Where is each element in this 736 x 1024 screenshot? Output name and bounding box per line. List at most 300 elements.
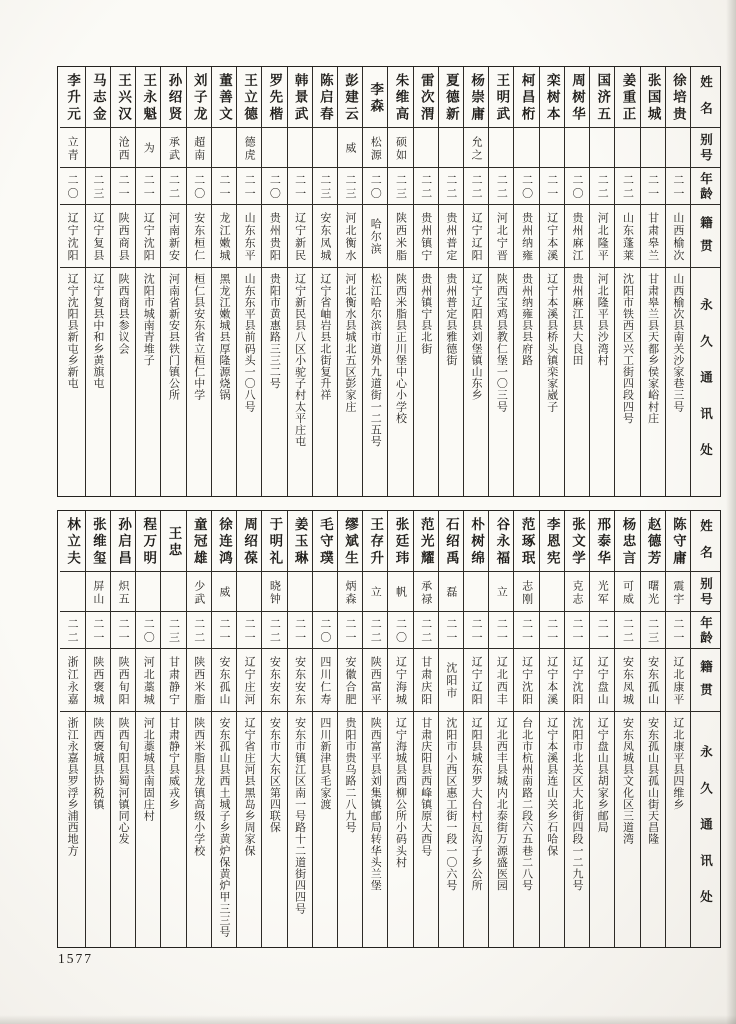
person-column bbox=[614, 67, 639, 496]
person-column bbox=[539, 511, 564, 947]
person-address: 安东孤山县孤山街天昌隆 bbox=[646, 717, 659, 845]
person-age: 二二 bbox=[464, 168, 488, 205]
person-name: 石绍禹 bbox=[439, 511, 463, 572]
person-age: 二〇 bbox=[60, 168, 85, 205]
person-name: 李森 bbox=[363, 67, 387, 128]
person-name: 周树华 bbox=[565, 67, 589, 128]
person-address: 河北隆平县沙湾村 bbox=[596, 273, 609, 366]
person-alias: 可威 bbox=[615, 572, 639, 612]
person-address: 桓仁县安东省立桓仁中学 bbox=[192, 273, 205, 401]
person-address: 沈阳市小西区惠工街一段一〇六号 bbox=[444, 717, 457, 891]
person-column bbox=[60, 67, 85, 496]
person-age: 二一 bbox=[338, 612, 362, 649]
person-age: 二二 bbox=[363, 612, 387, 649]
person-column bbox=[513, 511, 538, 947]
person-name: 陈启春 bbox=[313, 67, 337, 128]
person-alias bbox=[565, 128, 589, 168]
person-native-place: 辽宁沈阳 bbox=[514, 649, 538, 712]
person-alias: 立 bbox=[363, 572, 387, 612]
person-column bbox=[640, 511, 665, 947]
person-address: 沈阳市城南青堆子 bbox=[142, 273, 155, 366]
person-column bbox=[438, 511, 463, 947]
person-column bbox=[665, 67, 690, 496]
person-alias bbox=[540, 128, 564, 168]
person-address: 河北衡水县城北五区彭家庄 bbox=[344, 273, 357, 413]
person-address: 甘肃静宁县威戎乡 bbox=[167, 717, 180, 810]
person-alias: 磊 bbox=[439, 572, 463, 612]
header-native-label: 籍贯 bbox=[691, 649, 720, 712]
person-native-place: 辽宁沈阳 bbox=[565, 649, 589, 712]
person-age: 二一 bbox=[641, 168, 665, 205]
header-alias-label: 别号 bbox=[691, 128, 720, 168]
person-name: 雷次渭 bbox=[414, 67, 438, 128]
person-name: 王立德 bbox=[237, 67, 261, 128]
person-name: 张廷玮 bbox=[388, 511, 412, 572]
person-native-place: 河北衡水 bbox=[338, 205, 362, 268]
person-column bbox=[85, 67, 110, 496]
person-native-place: 山东东平 bbox=[237, 205, 261, 268]
person-column bbox=[110, 511, 135, 947]
person-native-place: 贵州纳雍 bbox=[514, 205, 538, 268]
person-age: 二三 bbox=[161, 612, 185, 649]
person-column bbox=[513, 67, 538, 496]
person-alias: 光军 bbox=[590, 572, 614, 612]
person-age: 二一 bbox=[439, 612, 463, 649]
person-name: 董善文 bbox=[212, 67, 236, 128]
person-alias: 帆 bbox=[388, 572, 412, 612]
header-name-label: 姓名 bbox=[691, 67, 720, 128]
person-address: 辽宁盘山县胡家乡邮局 bbox=[596, 717, 609, 833]
person-alias: 为 bbox=[136, 128, 160, 168]
person-name: 张维玺 bbox=[86, 511, 110, 572]
person-column bbox=[640, 67, 665, 496]
person-age: 二二 bbox=[439, 168, 463, 205]
person-native-place: 山东蓬莱 bbox=[615, 205, 639, 268]
person-column bbox=[614, 511, 639, 947]
person-column bbox=[236, 67, 261, 496]
person-column bbox=[665, 511, 690, 947]
person-column bbox=[488, 511, 513, 947]
person-name: 韩景武 bbox=[288, 67, 312, 128]
person-native-place: 辽宁本溪 bbox=[540, 205, 564, 268]
person-address: 辽宁本溪县桥头镇栾家崴子 bbox=[545, 273, 558, 413]
person-alias bbox=[313, 128, 337, 168]
person-native-place: 贵州贵阳 bbox=[262, 205, 286, 268]
person-alias bbox=[313, 572, 337, 612]
person-age: 二〇 bbox=[363, 168, 387, 205]
person-age: 二〇 bbox=[388, 612, 412, 649]
person-column bbox=[362, 67, 387, 496]
person-column bbox=[211, 67, 236, 496]
person-name: 范琢珉 bbox=[514, 511, 538, 572]
person-native-place: 龙江嫩城 bbox=[212, 205, 236, 268]
person-column bbox=[564, 67, 589, 496]
roster-table-top bbox=[57, 66, 721, 497]
person-address: 陕西褒城县协税镇 bbox=[91, 717, 104, 810]
person-native-place: 辽北西丰 bbox=[489, 649, 513, 712]
roster-table-bottom bbox=[57, 510, 721, 948]
person-alias: 克志 bbox=[565, 572, 589, 612]
person-age: 二一 bbox=[464, 612, 488, 649]
person-alias bbox=[615, 128, 639, 168]
person-alias: 允之 bbox=[464, 128, 488, 168]
person-address: 辽宁本溪县连山关乡石哈保 bbox=[545, 717, 558, 857]
person-column bbox=[110, 67, 135, 496]
person-native-place: 河北藁城 bbox=[136, 649, 160, 712]
person-column bbox=[135, 67, 160, 496]
person-native-place: 辽宁本溪 bbox=[540, 649, 564, 712]
person-native-place: 安东安东 bbox=[288, 649, 312, 712]
person-column bbox=[135, 511, 160, 947]
person-native-place: 陕西富平 bbox=[363, 649, 387, 712]
person-name: 王存升 bbox=[363, 511, 387, 572]
person-age: 二一 bbox=[237, 168, 261, 205]
person-name: 彭建云 bbox=[338, 67, 362, 128]
person-address: 河南省新安县铁门镇公所 bbox=[167, 273, 180, 401]
person-native-place: 河北宁晋 bbox=[489, 205, 513, 268]
person-native-place: 陕西褒城 bbox=[86, 649, 110, 712]
person-native-place: 陕西米脂 bbox=[388, 205, 412, 268]
person-column bbox=[463, 67, 488, 496]
person-address: 辽北康平县四维乡 bbox=[671, 717, 684, 810]
person-age: 二一 bbox=[590, 612, 614, 649]
person-native-place: 辽宁新民 bbox=[288, 205, 312, 268]
person-address: 辽宁海城县西柳公所小码头村 bbox=[394, 717, 407, 868]
header-column bbox=[690, 67, 720, 496]
person-column bbox=[539, 67, 564, 496]
person-age: 二〇 bbox=[136, 612, 160, 649]
person-name: 马志金 bbox=[86, 67, 110, 128]
person-native-place: 辽宁沈阳 bbox=[60, 205, 85, 268]
person-column bbox=[337, 511, 362, 947]
person-name: 范光耀 bbox=[414, 511, 438, 572]
person-address: 陕西宝鸡县教仁堡一〇三号 bbox=[495, 273, 508, 413]
person-age: 二二 bbox=[60, 612, 85, 649]
person-column bbox=[463, 511, 488, 947]
person-age: 二一 bbox=[288, 168, 312, 205]
person-name: 王兴汉 bbox=[111, 67, 135, 128]
person-address: 安东凤城县文化区三道湾 bbox=[621, 717, 634, 845]
person-age: 二〇 bbox=[313, 612, 337, 649]
person-name: 柯昌桁 bbox=[514, 67, 538, 128]
person-column bbox=[186, 511, 211, 947]
person-native-place: 甘肃静宁 bbox=[161, 649, 185, 712]
person-alias: 松源 bbox=[363, 128, 387, 168]
person-address: 贵州普定县雅德街 bbox=[444, 273, 457, 366]
person-column bbox=[160, 67, 185, 496]
person-age: 二一 bbox=[111, 168, 135, 205]
person-name: 姜玉琳 bbox=[288, 511, 312, 572]
person-age: 二二 bbox=[187, 612, 211, 649]
person-alias bbox=[136, 572, 160, 612]
header-age-label: 年龄 bbox=[691, 168, 720, 205]
person-column bbox=[488, 67, 513, 496]
person-name: 程万明 bbox=[136, 511, 160, 572]
header-native-label: 籍贯 bbox=[691, 205, 720, 268]
person-name: 国济五 bbox=[590, 67, 614, 128]
person-alias bbox=[489, 128, 513, 168]
person-column bbox=[60, 511, 85, 947]
person-age: 二一 bbox=[540, 168, 564, 205]
person-name: 陈守庸 bbox=[666, 511, 690, 572]
person-alias bbox=[288, 128, 312, 168]
person-address: 松江哈尔滨市道外九道街一二五号 bbox=[369, 273, 382, 447]
person-native-place: 哈尔滨 bbox=[363, 205, 387, 268]
person-alias: 沧西 bbox=[111, 128, 135, 168]
person-address: 四川新津县毛家渡 bbox=[318, 717, 331, 810]
person-name: 罗先楷 bbox=[262, 67, 286, 128]
person-alias: 晓钟 bbox=[262, 572, 286, 612]
person-name: 徐连鸿 bbox=[212, 511, 236, 572]
person-name: 王永魁 bbox=[136, 67, 160, 128]
person-alias bbox=[439, 128, 463, 168]
person-native-place: 辽宁辽阳 bbox=[464, 205, 488, 268]
person-address: 辽宁辽阳县刘堡镇山东乡 bbox=[470, 273, 483, 401]
person-alias bbox=[514, 128, 538, 168]
person-age: 二三 bbox=[86, 168, 110, 205]
person-alias: 曙光 bbox=[641, 572, 665, 612]
person-native-place: 安东孤山 bbox=[641, 649, 665, 712]
page-edge-shadow-right bbox=[726, 0, 736, 1024]
person-column bbox=[337, 67, 362, 496]
person-address: 贵阳市贵乌路二八九号 bbox=[344, 717, 357, 833]
person-address: 辽宁省岫岩县北街复升祥 bbox=[318, 273, 331, 401]
person-name: 李升元 bbox=[60, 67, 85, 128]
person-age: 二二 bbox=[414, 612, 438, 649]
person-column bbox=[261, 511, 286, 947]
person-native-place: 辽宁沈阳 bbox=[136, 205, 160, 268]
person-native-place: 沈阳市 bbox=[439, 649, 463, 712]
person-age: 二一 bbox=[111, 612, 135, 649]
person-address: 贵阳市黄惠路三三二号 bbox=[268, 273, 281, 389]
person-address: 安东孤山县西土城子乡黄炉保黄炉甲三三号 bbox=[217, 717, 230, 938]
person-name: 毛守璞 bbox=[313, 511, 337, 572]
person-alias bbox=[212, 128, 236, 168]
page-edge-shadow-bottom bbox=[0, 1015, 736, 1024]
header-alias-label: 别号 bbox=[691, 572, 720, 612]
person-alias: 威 bbox=[212, 572, 236, 612]
person-alias: 硕如 bbox=[388, 128, 412, 168]
person-age: 二二 bbox=[590, 168, 614, 205]
person-alias: 立青 bbox=[60, 128, 85, 168]
person-alias: 立 bbox=[489, 572, 513, 612]
person-name: 王忠 bbox=[161, 511, 185, 572]
person-native-place: 辽宁海城 bbox=[388, 649, 412, 712]
person-age: 二一 bbox=[666, 168, 690, 205]
person-column bbox=[387, 67, 412, 496]
person-address: 陕西米脂县龙镇高级小学校 bbox=[192, 717, 205, 857]
person-column bbox=[211, 511, 236, 947]
person-alias bbox=[60, 572, 85, 612]
person-address: 沈阳市北关区大北街四段一二九号 bbox=[571, 717, 584, 891]
person-age: 二〇 bbox=[187, 168, 211, 205]
person-native-place: 辽宁庄河 bbox=[237, 649, 261, 712]
person-alias: 德虎 bbox=[237, 128, 261, 168]
person-alias bbox=[540, 572, 564, 612]
person-age: 二二 bbox=[161, 168, 185, 205]
person-native-place: 河南新安 bbox=[161, 205, 185, 268]
person-age: 二二 bbox=[615, 612, 639, 649]
person-alias bbox=[237, 572, 261, 612]
person-name: 朱维高 bbox=[388, 67, 412, 128]
person-name: 李恩宪 bbox=[540, 511, 564, 572]
person-address: 陕西商县参议会 bbox=[117, 273, 130, 355]
header-address-label: 永久通讯处 bbox=[698, 297, 713, 479]
person-address: 贵州麻江县大良田 bbox=[571, 273, 584, 366]
person-native-place: 陕西商县 bbox=[111, 205, 135, 268]
person-address: 辽宁复县中和乡黄旗屯 bbox=[91, 273, 104, 389]
person-native-place: 辽宁辽阳 bbox=[464, 649, 488, 712]
person-name: 王明武 bbox=[489, 67, 513, 128]
person-age: 二一 bbox=[514, 612, 538, 649]
person-column bbox=[564, 511, 589, 947]
person-alias bbox=[86, 128, 110, 168]
person-native-place: 辽宁复县 bbox=[86, 205, 110, 268]
person-column bbox=[387, 511, 412, 947]
person-age: 二三 bbox=[313, 168, 337, 205]
person-age: 二一 bbox=[212, 168, 236, 205]
person-name: 童冠雄 bbox=[187, 511, 211, 572]
person-age: 二一 bbox=[237, 612, 261, 649]
person-native-place: 贵州镇宁 bbox=[414, 205, 438, 268]
person-name: 姜重正 bbox=[615, 67, 639, 128]
page-number: 1577 bbox=[58, 951, 93, 966]
person-alias: 承禄 bbox=[414, 572, 438, 612]
person-alias: 炳森 bbox=[338, 572, 362, 612]
person-column bbox=[589, 67, 614, 496]
person-address: 贵州镇宁县北街 bbox=[419, 273, 432, 355]
person-alias bbox=[414, 128, 438, 168]
header-name-label: 姓名 bbox=[691, 511, 720, 572]
person-name: 刘子龙 bbox=[187, 67, 211, 128]
person-address: 辽北西丰县城内北泰街万源盛医园 bbox=[495, 717, 508, 891]
person-name: 徐培贵 bbox=[666, 67, 690, 128]
person-age: 二一 bbox=[136, 168, 160, 205]
person-alias: 少武 bbox=[187, 572, 211, 612]
person-name: 夏德新 bbox=[439, 67, 463, 128]
person-address: 陕西富平县刘集镇邮局转华头兰堡 bbox=[369, 717, 382, 891]
person-native-place: 安东桓仁 bbox=[187, 205, 211, 268]
person-address: 山东东平县前码头一〇八号 bbox=[243, 273, 256, 413]
person-age: 二二 bbox=[262, 612, 286, 649]
person-column bbox=[287, 511, 312, 947]
header-age-label: 年龄 bbox=[691, 612, 720, 649]
person-address: 辽宁新民县八区小驼子村太平庄屯 bbox=[293, 273, 306, 447]
person-native-place: 安东凤城 bbox=[313, 205, 337, 268]
person-age: 二二 bbox=[414, 168, 438, 205]
person-native-place: 浙江永嘉 bbox=[60, 649, 85, 712]
person-name: 于明礼 bbox=[262, 511, 286, 572]
person-name: 谷永福 bbox=[489, 511, 513, 572]
person-alias bbox=[590, 128, 614, 168]
person-age: 二一 bbox=[565, 612, 589, 649]
person-age: 二三 bbox=[641, 612, 665, 649]
person-name: 张文学 bbox=[565, 511, 589, 572]
person-native-place: 陕西米脂 bbox=[187, 649, 211, 712]
person-age: 二一 bbox=[666, 612, 690, 649]
person-alias bbox=[666, 128, 690, 168]
person-address: 辽宁沈阳县新屯乡新屯 bbox=[66, 273, 79, 389]
person-address: 陕西米脂县正川堡中心小学校 bbox=[394, 273, 407, 424]
person-column bbox=[312, 67, 337, 496]
person-name: 杨崇庸 bbox=[464, 67, 488, 128]
person-alias: 屏山 bbox=[86, 572, 110, 612]
person-native-place: 安徽合肥 bbox=[338, 649, 362, 712]
person-native-place: 贵州麻江 bbox=[565, 205, 589, 268]
person-age: 二二 bbox=[615, 168, 639, 205]
person-native-place: 安东孤山 bbox=[212, 649, 236, 712]
person-address: 台北市杭州南路二段六五巷二八号 bbox=[520, 717, 533, 891]
person-column bbox=[413, 511, 438, 947]
person-column bbox=[312, 511, 337, 947]
person-native-place: 陕西旬阳 bbox=[111, 649, 135, 712]
person-column bbox=[236, 511, 261, 947]
person-address: 陕西旬阳县蜀河镇同心发 bbox=[117, 717, 130, 845]
person-age: 二三 bbox=[338, 168, 362, 205]
person-alias: 志刚 bbox=[514, 572, 538, 612]
person-address: 河北藁城县南固庄村 bbox=[142, 717, 155, 822]
person-column bbox=[85, 511, 110, 947]
person-column bbox=[186, 67, 211, 496]
person-native-place: 河北隆平 bbox=[590, 205, 614, 268]
person-native-place: 辽宁盘山 bbox=[590, 649, 614, 712]
person-native-place: 安东凤城 bbox=[615, 649, 639, 712]
person-age: 二一 bbox=[288, 612, 312, 649]
person-column bbox=[413, 67, 438, 496]
person-age: 二〇 bbox=[565, 168, 589, 205]
person-alias bbox=[288, 572, 312, 612]
person-native-place: 辽北康平 bbox=[666, 649, 690, 712]
person-native-place: 贵州普定 bbox=[439, 205, 463, 268]
person-name: 周绍葆 bbox=[237, 511, 261, 572]
person-address: 浙江永嘉县罗浮乡浦西地方 bbox=[66, 717, 79, 857]
person-address: 黑龙江嫩城县厚隆源烧锅 bbox=[217, 273, 230, 401]
person-name: 朴树绵 bbox=[464, 511, 488, 572]
person-address: 安东市大东区第四联保 bbox=[268, 717, 281, 833]
person-age: 二〇 bbox=[262, 168, 286, 205]
person-name: 杨忠言 bbox=[615, 511, 639, 572]
person-name: 林立夫 bbox=[60, 511, 85, 572]
person-name: 孙启昌 bbox=[111, 511, 135, 572]
person-name: 缪斌生 bbox=[338, 511, 362, 572]
person-alias: 超南 bbox=[187, 128, 211, 168]
person-native-place: 甘肃皋兰 bbox=[641, 205, 665, 268]
person-address: 甘肃庆阳县西峰镇原大西号 bbox=[419, 717, 432, 857]
person-age: 二一 bbox=[212, 612, 236, 649]
person-alias: 炽五 bbox=[111, 572, 135, 612]
person-age: 二一 bbox=[86, 612, 110, 649]
person-native-place: 山西榆次 bbox=[666, 205, 690, 268]
person-name: 孙绍贤 bbox=[161, 67, 185, 128]
person-address: 辽阳县城东罗大台村瓦沟子乡公所 bbox=[470, 717, 483, 891]
header-address-label: 永久通讯处 bbox=[698, 745, 713, 927]
person-alias bbox=[161, 572, 185, 612]
header-column bbox=[690, 511, 720, 947]
person-native-place: 四川仁寿 bbox=[313, 649, 337, 712]
person-age: 二三 bbox=[388, 168, 412, 205]
person-column bbox=[261, 67, 286, 496]
person-column bbox=[287, 67, 312, 496]
person-age: 二二 bbox=[489, 168, 513, 205]
person-address: 安东市镇江区南一号路十二道街四四号 bbox=[293, 717, 306, 915]
person-age: 二〇 bbox=[514, 168, 538, 205]
person-alias: 威 bbox=[338, 128, 362, 168]
person-column bbox=[362, 511, 387, 947]
person-native-place: 安东安东 bbox=[262, 649, 286, 712]
person-alias bbox=[641, 128, 665, 168]
person-name: 张国城 bbox=[641, 67, 665, 128]
person-address: 辽宁省庄河县黑岛乡周家保 bbox=[243, 717, 256, 857]
